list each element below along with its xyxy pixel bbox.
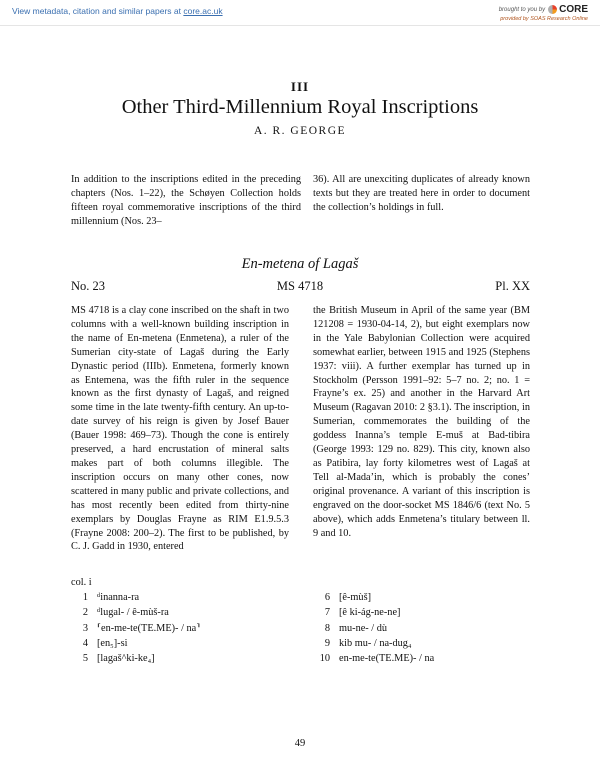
line-number: 4 — [82, 637, 88, 649]
core-logo — [548, 4, 588, 15]
line-text: [en₅]-si — [97, 637, 128, 649]
body-paragraph-right: the British Museum in April of the same year (BM 121208 = 1930-04-14, 2), but eight exemplars now in the Yale Babylonian Collection were acquired somewhat earlier, between 1915 and 1925 (Stephens 1937: viii). A further exemplar has turned up in Stockholm (Persson 1991–92: 5–7 no. 2; no. 1 = Frayne’s ex. 25) and another in the Harvard Art Museum (Ragavan 2010: 2 §3.1). The inscription, in Sumerian, commemorates the building of the goddess Inanna’s temple E-muš at Bad-tibira (George 1993: 129 no. 829). This city, known also as Patibira, lay forty kilometres west of Lagaš at Tell al-Mada’in, which is probably the cones’ original provenance. A variant of this inscription is engraved on the door-socket MS 1846/6 (text No. 5 above), which adds Enmetena’s titulary between ll. 9 and 10. — [313, 305, 530, 539]
translit-line — [71, 621, 291, 636]
translit-line — [313, 605, 533, 620]
metadata-link[interactable] — [12, 6, 223, 16]
intro-paragraph-right: 36). All are unexciting duplicates of already known texts but they are treated here in order to document the collection’s holdings in full. — [313, 174, 530, 213]
repository-banner — [0, 0, 600, 26]
line-number: 5 — [82, 653, 88, 664]
core-brand[interactable] — [499, 4, 588, 15]
intro-paragraph-left: In addition to the inscriptions edited in the preceding chapters (Nos. 1–22), the Schøyen Collection holds fifteen royal commemorative inscriptions of the third millennium (Nos. 23– — [71, 174, 301, 227]
provided-by-text: provided by SOAS Research Online — [500, 16, 588, 22]
chapter-author: A. R. GEORGE — [253, 125, 347, 137]
line-number: 8 — [324, 622, 330, 634]
line-number: 2 — [82, 607, 88, 619]
core-logo-text: CORE — [559, 4, 588, 15]
line-text: [lagaš^ki-ke₄] — [97, 653, 155, 664]
metadata-link-prefix: View metadata, citation and similar papers at — [12, 6, 184, 16]
transliteration-left — [71, 575, 291, 666]
line-number: 6 — [324, 592, 330, 604]
entry-manuscript: MS 4718 — [276, 279, 324, 293]
translit-line — [313, 651, 533, 666]
translit-line — [71, 651, 291, 666]
column-label: col. i — [71, 577, 92, 588]
translit-line — [313, 590, 533, 605]
translit-line — [313, 621, 533, 636]
line-number: 10 — [319, 653, 330, 664]
line-text: mu-ne- / dù — [339, 622, 388, 634]
line-text: ⸢en-me-te(TE.ME)- / na⸣ — [97, 622, 201, 634]
line-text: ᵈlugal- / ê-mùš-ra — [97, 607, 169, 619]
line-number: 3 — [82, 622, 88, 634]
translit-line — [71, 636, 291, 651]
translit-line — [313, 636, 533, 651]
entry-plate: Pl. XX — [495, 279, 530, 293]
page-number: 49 — [294, 738, 306, 749]
line-text: kib mu- / na-dug₄ — [339, 637, 412, 649]
chapter-title: Other Third-Millennium Royal Inscriptions — [121, 96, 479, 118]
transliteration-right — [313, 575, 533, 666]
line-text: ᵈinanna-ra — [97, 592, 140, 604]
brought-by-text: brought to you by — [498, 6, 546, 13]
entry-number: No. 23 — [71, 279, 106, 293]
line-number: 9 — [324, 637, 330, 649]
chapter-number: III — [290, 79, 310, 94]
metadata-link-site: core.ac.uk — [183, 6, 223, 16]
section-title: En-metena of Lagaš — [241, 256, 359, 272]
line-text: en-me-te(TE.ME)- / na — [339, 653, 435, 664]
line-number: 1 — [82, 592, 88, 604]
core-logo-icon — [548, 5, 557, 14]
body-paragraph-left: MS 4718 is a clay cone inscribed on the shaft in two columns with a well-known building inscription in the name of En-metena (Enmetena), a ruler of the Sumerian city-state of Lagaš during the Early Dynastic period (IIIb). Enmetena, formerly known as Entemena, was the fifth ruler in the sequence known as the first dynasty of Lagaš, and reigned some time in the late twenty-fifth century. An up-to-date survey of his reign is given by Josef Bauer (Bauer 1998: 469–73). Though the cone is entirely preserved, a hard encrustation of mineral salts makes part of both columns illegible. The inscription occurs on many other cones, now scattered in many public and private collections, and has most recently been edited from thirty-nine exemplars by Douglas Frayne as RIM E1.9.5.3 (Frayne 2008: 200–2). The first to be published, by C. J. Gadd in 1930, entered — [71, 305, 289, 553]
translit-line — [71, 605, 291, 620]
line-text: [ê ki-ág-ne-ne] — [339, 607, 401, 619]
translit-line — [71, 590, 291, 605]
line-number: 7 — [324, 607, 330, 619]
line-text: [ê-mùš] — [339, 592, 372, 604]
